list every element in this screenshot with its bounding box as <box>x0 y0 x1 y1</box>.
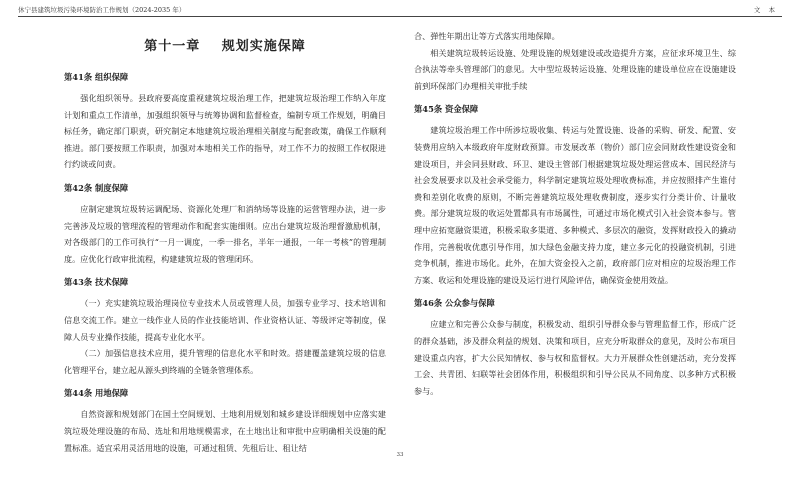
article-45-paragraph: 建筑垃圾治理工作中所涉垃圾收集、转运与处置设施、设备的采购、研发、配置、安装费用应纳入本级政府年度财政预算。市发展改革（物价）部门应会同财政性建设资金和建设项目，并会同县财政、环卫、建设主管部门根据建筑垃圾处理运营成本、国民经济与社会发展要求以及社会承受能力，科学制定建筑垃圾处理收费标准，并应按照排产生谁付费和差别化收费的原则，不断完善建筑垃圾处理收费制度，逐步实行分类计价、计量收费。部分建筑垃圾的收运处置都具有市场属性，可通过市场化模式引入社会资本参与。管理中应拓宽融资渠道，积极采取多渠道、多种模式、多层次的融资，发挥财政投入的撬动作用，完善税收优惠引导作用，加大绿色金融支持力度，建立多元化的投融资机制，引进竞争机制，推进市场化。此外，在加大资金投入之前，政府部门应对相应的垃圾治理工作方案、收运和处理设施的建设及运行进行风险评估，确保资金使用效益。 <box>414 125 736 285</box>
chapter-heading <box>64 38 386 56</box>
document-title: 休宁县建筑垃圾污染环境防治工作规划（2024-2035 年） <box>18 6 186 14</box>
article-43-paragraph-2: （二）加强信息技术应用，提升管理的信息化水平和时效。搭建覆盖建筑垃圾的信息化管理平台，建立起从源头到终端的全链条管理体系。 <box>64 348 386 375</box>
running-header <box>18 4 782 17</box>
article-43-heading: 第43条 技术保障 <box>64 277 129 288</box>
article-46-heading: 第46条 公众参与保障 <box>414 298 495 309</box>
right-column <box>414 31 736 399</box>
page-number: 33 <box>396 452 404 458</box>
chapter-number: 第十一章 <box>144 39 201 54</box>
article-41-paragraph: 强化组织领导。县政府要高度重视建筑垃圾治理工作，把建筑垃圾治理工作纳入年度计划和重点工作清单，加强组织领导与统筹协调和监督检查，编制专项工作规划，明确目标任务，确定部门职责，研究制定本地建筑垃圾治理相关制度与配套政策，确保工作顺利推进。部门要按照工作职责，加强对本地相关工作的指导，对工作不力的按照工作权限进行约谈或问责。 <box>64 93 386 170</box>
article-41-heading: 第41条 组织保障 <box>64 72 129 82</box>
article-46-paragraph: 应建立和完善公众参与制度，积极发动、组织引导群众参与管理监督工作，形成广泛的群众基础，涉及群众利益的规划、决策和项目，应充分听取群众的意见，及时公布项目建设重点内容，扩大公民知情权、参与权和监督权。大力开展群众性创建活动，充分发挥工会、共青团、妇联等社会团体作用，积极组织和引导公民从不同角度、以多种方式积极参与。 <box>414 319 736 396</box>
left-column <box>64 26 386 456</box>
article-44-paragraph-1-continued: 合、弹性年期出让等方式落实用地保障。 <box>414 31 560 41</box>
article-42-heading: 第42条 制度保障 <box>64 182 129 193</box>
article-43-paragraph-1: （一）充实建筑垃圾治理岗位专业技术人员或管理人员，加强专业学习、技术培训和信息交流工作。建立一线作业人员的作业技能培训、作业资格认证、等级评定等制度，保障人员专业操作技能，提高专业化水平。 <box>64 298 386 342</box>
article-45-heading: 第45条 资金保障 <box>414 104 479 115</box>
article-42-paragraph: 应制定建筑垃圾转运调配场、资源化处理厂和消纳场等设施的运营管理办法，进一步完善涉及垃圾的管理流程的管理动作和配套实施细则。应出台建筑垃圾治理督激励机制，对各级部门的工作可执行“一月一调度，一季一排名，半年一通报，一年一考核”的管理制度。应优化行政审批流程，构建建筑垃圾的管理闭环。 <box>64 203 386 264</box>
chapter-title: 规划实施保障 <box>221 39 306 54</box>
section-label: 文 本 <box>753 6 778 14</box>
article-44-heading: 第44条 用地保障 <box>64 388 129 399</box>
article-44-paragraph-2: 相关建筑垃圾转运设施、处理设施的规划建设或改造提升方案，应征求环境卫生、综合执法等牵头管理部门的意见。大中型垃圾转运设施、处理设施的建设单位应在设施建设前到环保部门办理相关审批手续 <box>414 47 736 91</box>
article-44-paragraph-1: 自然资源和规划部门在国土空间规划、土地利用规划和城乡建设详细规划中应落实建筑垃圾处理设施的布局、选址和用地规模需求，在土地出让和审批中应明确相关设施的配置标准。适宜采用灵活用地的设施，可通过租赁、先租后让、租让结 <box>64 409 386 453</box>
